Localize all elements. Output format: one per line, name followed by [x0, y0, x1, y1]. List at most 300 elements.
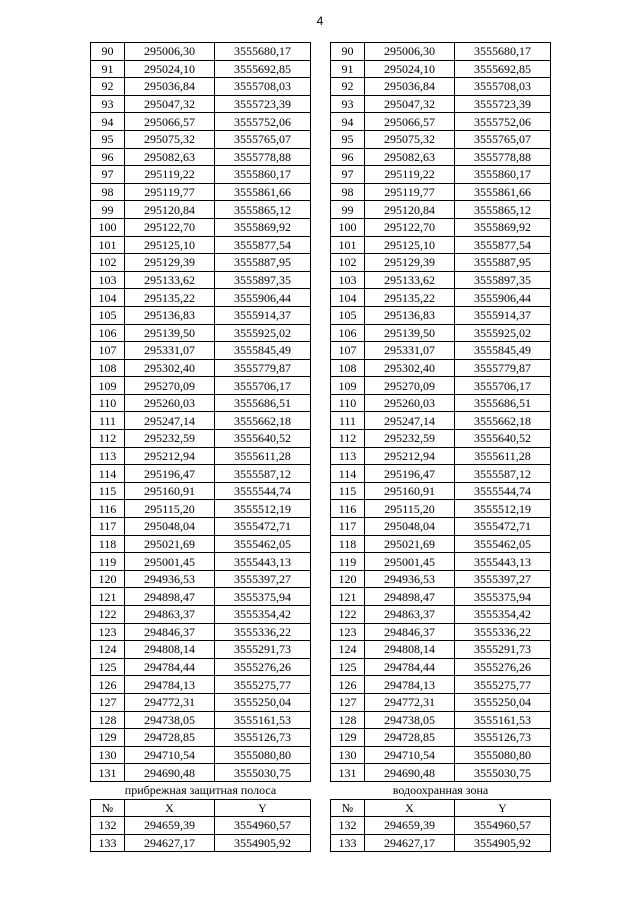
table-row — [331, 500, 551, 518]
x-coordinate: 295047,32 — [365, 95, 455, 113]
x-coordinate: 295260,03 — [125, 394, 215, 412]
y-coordinate: 3555275,77 — [215, 676, 311, 694]
y-coordinate: 3555779,87 — [215, 359, 311, 377]
table-row — [91, 394, 311, 412]
table-row — [91, 518, 311, 536]
table-row — [91, 324, 311, 342]
x-coordinate: 295119,22 — [365, 166, 455, 184]
table-row — [91, 289, 311, 307]
point-number: 112 — [331, 430, 365, 448]
point-number: 109 — [331, 377, 365, 395]
point-number: 101 — [331, 236, 365, 254]
table-row — [331, 43, 551, 61]
y-coordinate: 3555877,54 — [215, 236, 311, 254]
column-header-y: Y — [455, 799, 551, 817]
point-number: 91 — [91, 60, 125, 78]
x-coordinate: 294690,48 — [365, 764, 455, 782]
table-row — [331, 236, 551, 254]
coordinates-table-coastal-protective-strip — [90, 42, 311, 852]
y-coordinate: 3555126,73 — [455, 729, 551, 747]
x-coordinate: 295129,39 — [125, 254, 215, 272]
point-number: 94 — [331, 113, 365, 131]
x-coordinate: 294772,31 — [125, 693, 215, 711]
point-number: 119 — [91, 553, 125, 571]
y-coordinate: 3555778,88 — [215, 148, 311, 166]
table-row — [91, 711, 311, 729]
x-coordinate: 294936,53 — [125, 570, 215, 588]
table-row — [91, 535, 311, 553]
table-row — [91, 218, 311, 236]
point-number: 111 — [331, 412, 365, 430]
point-number: 105 — [331, 306, 365, 324]
table-row — [91, 588, 311, 606]
point-number: 104 — [331, 289, 365, 307]
y-coordinate: 3555845,49 — [215, 342, 311, 360]
x-coordinate: 295160,91 — [365, 482, 455, 500]
y-coordinate: 3555887,95 — [215, 254, 311, 272]
x-coordinate: 294738,05 — [365, 711, 455, 729]
y-coordinate: 3554905,92 — [455, 834, 551, 852]
y-coordinate: 3555336,22 — [215, 623, 311, 641]
table-row — [331, 606, 551, 624]
x-coordinate: 295196,47 — [125, 465, 215, 483]
coordinates-table-water-protection-zone — [330, 42, 551, 852]
y-coordinate: 3555662,18 — [455, 412, 551, 430]
point-number: 117 — [331, 518, 365, 536]
point-number: 108 — [331, 359, 365, 377]
x-coordinate: 295119,77 — [125, 183, 215, 201]
x-coordinate: 295075,32 — [365, 130, 455, 148]
y-coordinate: 3555906,44 — [215, 289, 311, 307]
point-number: 108 — [91, 359, 125, 377]
y-coordinate: 3555861,66 — [455, 183, 551, 201]
y-coordinate: 3555397,27 — [215, 570, 311, 588]
y-coordinate: 3555640,52 — [215, 430, 311, 448]
x-coordinate: 295048,04 — [125, 518, 215, 536]
table-row — [91, 606, 311, 624]
point-number: 112 — [91, 430, 125, 448]
point-number: 103 — [331, 271, 365, 289]
x-coordinate: 295136,83 — [125, 306, 215, 324]
table-row — [331, 377, 551, 395]
point-number: 95 — [91, 130, 125, 148]
column-header-row — [91, 799, 311, 817]
table-row — [331, 834, 551, 852]
x-coordinate: 295160,91 — [125, 482, 215, 500]
point-number: 128 — [91, 711, 125, 729]
x-coordinate: 294898,47 — [125, 588, 215, 606]
x-coordinate: 295047,32 — [125, 95, 215, 113]
table-row — [91, 60, 311, 78]
y-coordinate: 3555512,19 — [455, 500, 551, 518]
x-coordinate: 295129,39 — [365, 254, 455, 272]
point-number: 90 — [331, 43, 365, 61]
x-coordinate: 295075,32 — [125, 130, 215, 148]
table-row — [91, 412, 311, 430]
y-coordinate: 3555250,04 — [215, 693, 311, 711]
point-number: 132 — [331, 817, 365, 835]
point-number: 124 — [331, 641, 365, 659]
point-number: 96 — [331, 148, 365, 166]
x-coordinate: 294936,53 — [365, 570, 455, 588]
point-number: 109 — [91, 377, 125, 395]
point-number: 124 — [91, 641, 125, 659]
point-number: 95 — [331, 130, 365, 148]
x-coordinate: 295232,59 — [125, 430, 215, 448]
point-number: 100 — [331, 218, 365, 236]
y-coordinate: 3555914,37 — [215, 306, 311, 324]
x-coordinate: 295122,70 — [365, 218, 455, 236]
point-number: 110 — [91, 394, 125, 412]
point-number: 107 — [331, 342, 365, 360]
x-coordinate: 294808,14 — [125, 641, 215, 659]
table-row — [331, 482, 551, 500]
y-coordinate: 3555291,73 — [215, 641, 311, 659]
table-row — [331, 289, 551, 307]
table-row — [331, 623, 551, 641]
x-coordinate: 295120,84 — [365, 201, 455, 219]
table-row — [331, 570, 551, 588]
table-row — [331, 817, 551, 835]
y-coordinate: 3555291,73 — [455, 641, 551, 659]
point-number: 102 — [331, 254, 365, 272]
table-row — [331, 218, 551, 236]
x-coordinate: 294808,14 — [365, 641, 455, 659]
y-coordinate: 3555706,17 — [455, 377, 551, 395]
x-coordinate: 294659,39 — [365, 817, 455, 835]
point-number: 133 — [91, 834, 125, 852]
y-coordinate: 3555706,17 — [215, 377, 311, 395]
table-row — [331, 764, 551, 782]
table-row — [331, 641, 551, 659]
x-coordinate: 295212,94 — [365, 447, 455, 465]
x-coordinate: 294784,13 — [125, 676, 215, 694]
point-number: 116 — [331, 500, 365, 518]
point-number: 97 — [331, 166, 365, 184]
point-number: 123 — [331, 623, 365, 641]
x-coordinate: 295021,69 — [125, 535, 215, 553]
x-coordinate: 295135,22 — [125, 289, 215, 307]
point-number: 114 — [91, 465, 125, 483]
table-row — [331, 95, 551, 113]
x-coordinate: 294846,37 — [125, 623, 215, 641]
table-row — [91, 482, 311, 500]
x-coordinate: 295302,40 — [365, 359, 455, 377]
point-number: 115 — [91, 482, 125, 500]
point-number: 111 — [91, 412, 125, 430]
table-row — [331, 306, 551, 324]
table-row — [91, 306, 311, 324]
point-number: 130 — [91, 746, 125, 764]
point-number: 118 — [331, 535, 365, 553]
point-number: 100 — [91, 218, 125, 236]
x-coordinate: 295001,45 — [125, 553, 215, 571]
x-coordinate: 294690,48 — [125, 764, 215, 782]
point-number: 103 — [91, 271, 125, 289]
x-coordinate: 295270,09 — [365, 377, 455, 395]
y-coordinate: 3555708,03 — [455, 78, 551, 96]
point-number: 126 — [91, 676, 125, 694]
point-number: 123 — [91, 623, 125, 641]
point-number: 121 — [331, 588, 365, 606]
y-coordinate: 3555640,52 — [455, 430, 551, 448]
table-row — [331, 359, 551, 377]
table-row — [91, 377, 311, 395]
table-row — [331, 271, 551, 289]
point-number: 101 — [91, 236, 125, 254]
x-coordinate: 295066,57 — [365, 113, 455, 131]
point-number: 107 — [91, 342, 125, 360]
x-coordinate: 295232,59 — [365, 430, 455, 448]
x-coordinate: 294784,44 — [365, 658, 455, 676]
point-number: 122 — [331, 606, 365, 624]
point-number: 120 — [91, 570, 125, 588]
point-number: 127 — [91, 693, 125, 711]
y-coordinate: 3555860,17 — [455, 166, 551, 184]
table-row — [331, 148, 551, 166]
x-coordinate: 295048,04 — [365, 518, 455, 536]
section-caption-row — [91, 781, 311, 799]
table-row — [91, 764, 311, 782]
y-coordinate: 3555375,94 — [215, 588, 311, 606]
x-coordinate: 295125,10 — [365, 236, 455, 254]
point-number: 99 — [91, 201, 125, 219]
table-row — [91, 658, 311, 676]
y-coordinate: 3555778,88 — [455, 148, 551, 166]
x-coordinate: 295270,09 — [125, 377, 215, 395]
x-coordinate: 295133,62 — [125, 271, 215, 289]
y-coordinate: 3555276,26 — [455, 658, 551, 676]
table-row — [331, 254, 551, 272]
table-row — [331, 60, 551, 78]
x-coordinate: 294784,44 — [125, 658, 215, 676]
y-coordinate: 3555708,03 — [215, 78, 311, 96]
y-coordinate: 3555925,02 — [455, 324, 551, 342]
table-row — [331, 342, 551, 360]
y-coordinate: 3555611,28 — [215, 447, 311, 465]
x-coordinate: 294863,37 — [125, 606, 215, 624]
y-coordinate: 3555250,04 — [455, 693, 551, 711]
y-coordinate: 3555472,71 — [455, 518, 551, 536]
y-coordinate: 3555865,12 — [215, 201, 311, 219]
x-coordinate: 295120,84 — [125, 201, 215, 219]
table-row — [91, 95, 311, 113]
y-coordinate: 3555443,13 — [455, 553, 551, 571]
x-coordinate: 295001,45 — [365, 553, 455, 571]
point-number: 93 — [91, 95, 125, 113]
y-coordinate: 3555354,42 — [455, 606, 551, 624]
y-coordinate: 3555161,53 — [455, 711, 551, 729]
point-number: 129 — [331, 729, 365, 747]
y-coordinate: 3555080,80 — [215, 746, 311, 764]
section-caption-row — [331, 781, 551, 799]
y-coordinate: 3555861,66 — [215, 183, 311, 201]
table-row — [91, 78, 311, 96]
x-coordinate: 295212,94 — [125, 447, 215, 465]
table-row — [331, 588, 551, 606]
table-row — [91, 641, 311, 659]
x-coordinate: 295119,22 — [125, 166, 215, 184]
point-number: 119 — [331, 553, 365, 571]
y-coordinate: 3555914,37 — [455, 306, 551, 324]
point-number: 126 — [331, 676, 365, 694]
y-coordinate: 3555544,74 — [455, 482, 551, 500]
y-coordinate: 3555030,75 — [215, 764, 311, 782]
table-row — [331, 394, 551, 412]
x-coordinate: 295036,84 — [125, 78, 215, 96]
y-coordinate: 3555611,28 — [455, 447, 551, 465]
y-coordinate: 3555512,19 — [215, 500, 311, 518]
x-coordinate: 294710,54 — [365, 746, 455, 764]
table-row — [91, 271, 311, 289]
y-coordinate: 3555765,07 — [455, 130, 551, 148]
x-coordinate: 294846,37 — [365, 623, 455, 641]
table-row — [91, 254, 311, 272]
point-number: 118 — [91, 535, 125, 553]
y-coordinate: 3554960,57 — [455, 817, 551, 835]
point-number: 122 — [91, 606, 125, 624]
table-row — [91, 834, 311, 852]
y-coordinate: 3555779,87 — [455, 359, 551, 377]
y-coordinate: 3555544,74 — [215, 482, 311, 500]
y-coordinate: 3555680,17 — [215, 43, 311, 61]
table-row — [91, 43, 311, 61]
x-coordinate: 294784,13 — [365, 676, 455, 694]
point-number: 131 — [91, 764, 125, 782]
point-number: 94 — [91, 113, 125, 131]
point-number: 129 — [91, 729, 125, 747]
column-header-y: Y — [215, 799, 311, 817]
point-number: 132 — [91, 817, 125, 835]
x-coordinate: 294738,05 — [125, 711, 215, 729]
y-coordinate: 3555462,05 — [215, 535, 311, 553]
y-coordinate: 3555723,39 — [455, 95, 551, 113]
x-coordinate: 295115,20 — [125, 500, 215, 518]
column-header-number: № — [91, 799, 125, 817]
x-coordinate: 294728,85 — [365, 729, 455, 747]
x-coordinate: 294627,17 — [125, 834, 215, 852]
table-row — [91, 500, 311, 518]
point-number: 113 — [331, 447, 365, 465]
point-number: 114 — [331, 465, 365, 483]
point-number: 106 — [331, 324, 365, 342]
y-coordinate: 3555869,92 — [215, 218, 311, 236]
point-number: 97 — [91, 166, 125, 184]
table-row — [331, 746, 551, 764]
x-coordinate: 294728,85 — [125, 729, 215, 747]
table-row — [331, 166, 551, 184]
point-number: 90 — [91, 43, 125, 61]
y-coordinate: 3555030,75 — [455, 764, 551, 782]
table-row — [331, 324, 551, 342]
point-number: 104 — [91, 289, 125, 307]
x-coordinate: 295024,10 — [125, 60, 215, 78]
y-coordinate: 3555686,51 — [215, 394, 311, 412]
x-coordinate: 295122,70 — [125, 218, 215, 236]
x-coordinate: 295139,50 — [365, 324, 455, 342]
y-coordinate: 3555692,85 — [455, 60, 551, 78]
table-row — [91, 130, 311, 148]
table-row — [331, 412, 551, 430]
table-row — [91, 201, 311, 219]
x-coordinate: 295082,63 — [365, 148, 455, 166]
x-coordinate: 295024,10 — [365, 60, 455, 78]
point-number: 128 — [331, 711, 365, 729]
y-coordinate: 3555587,12 — [215, 465, 311, 483]
x-coordinate: 295066,57 — [125, 113, 215, 131]
section-title: водоохранная зона — [331, 781, 551, 799]
section-title: прибрежная защитная полоса — [91, 781, 311, 799]
y-coordinate: 3555925,02 — [215, 324, 311, 342]
point-number: 117 — [91, 518, 125, 536]
table-row — [91, 359, 311, 377]
point-number: 133 — [331, 834, 365, 852]
y-coordinate: 3555845,49 — [455, 342, 551, 360]
point-number: 106 — [91, 324, 125, 342]
table-row — [331, 518, 551, 536]
point-number: 113 — [91, 447, 125, 465]
point-number: 116 — [91, 500, 125, 518]
table-row — [331, 465, 551, 483]
table-row — [91, 342, 311, 360]
y-coordinate: 3555752,06 — [455, 113, 551, 131]
y-coordinate: 3555869,92 — [455, 218, 551, 236]
y-coordinate: 3555397,27 — [455, 570, 551, 588]
point-number: 125 — [91, 658, 125, 676]
x-coordinate: 295331,07 — [365, 342, 455, 360]
point-number: 110 — [331, 394, 365, 412]
column-header-x: X — [365, 799, 455, 817]
table-row — [331, 113, 551, 131]
point-number: 102 — [91, 254, 125, 272]
table-row — [331, 183, 551, 201]
table-row — [331, 693, 551, 711]
x-coordinate: 295115,20 — [365, 500, 455, 518]
x-coordinate: 294627,17 — [365, 834, 455, 852]
y-coordinate: 3555472,71 — [215, 518, 311, 536]
x-coordinate: 295006,30 — [125, 43, 215, 61]
y-coordinate: 3555887,95 — [455, 254, 551, 272]
column-header-x: X — [125, 799, 215, 817]
y-coordinate: 3555860,17 — [215, 166, 311, 184]
y-coordinate: 3555587,12 — [455, 465, 551, 483]
table-row — [91, 465, 311, 483]
point-number: 131 — [331, 764, 365, 782]
y-coordinate: 3555276,26 — [215, 658, 311, 676]
x-coordinate: 295247,14 — [125, 412, 215, 430]
point-number: 96 — [91, 148, 125, 166]
table-row — [91, 148, 311, 166]
table-row — [91, 623, 311, 641]
y-coordinate: 3555897,35 — [215, 271, 311, 289]
y-coordinate: 3555161,53 — [215, 711, 311, 729]
x-coordinate: 295082,63 — [125, 148, 215, 166]
x-coordinate: 295139,50 — [125, 324, 215, 342]
y-coordinate: 3555765,07 — [215, 130, 311, 148]
y-coordinate: 3555752,06 — [215, 113, 311, 131]
point-number: 125 — [331, 658, 365, 676]
table-row — [331, 676, 551, 694]
point-number: 120 — [331, 570, 365, 588]
x-coordinate: 295196,47 — [365, 465, 455, 483]
table-row — [91, 676, 311, 694]
x-coordinate: 294710,54 — [125, 746, 215, 764]
x-coordinate: 295302,40 — [125, 359, 215, 377]
x-coordinate: 294898,47 — [365, 588, 455, 606]
y-coordinate: 3555443,13 — [215, 553, 311, 571]
table-row — [91, 430, 311, 448]
point-number: 92 — [91, 78, 125, 96]
